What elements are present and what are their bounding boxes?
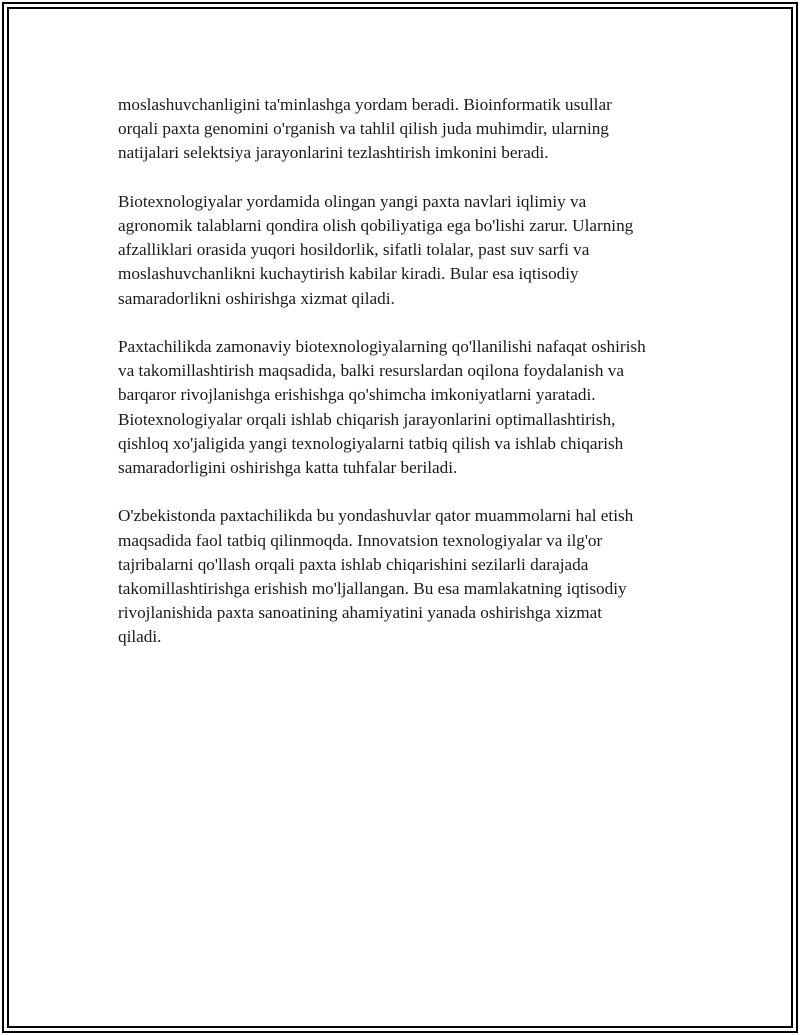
text-line: tajribalarni qo'llash orqali paxta ishlab chiqarishini sezilarli darajada <box>118 554 589 574</box>
text-line: moslashuvchanlikni kuchaytirish kabilar kiradi. Bular esa iqtisodiy <box>118 264 579 284</box>
text-line: qishloq xo'jaligida yangi texnologiyalarni tatbiq qilish va ishlab chiqarish <box>118 433 624 453</box>
text-line: O'zbekistonda paxtachilikda bu yondashuvlar qator muammolarni hal etish <box>118 506 634 526</box>
paragraph-1 <box>118 93 688 166</box>
text-line: takomillashtirishga erishish mo'ljallangan. Bu esa mamlakatning iqtisodiy <box>118 579 627 599</box>
text-line: agronomik talablarni qondira olish qobiliyatiga ega bo'lishi zarur. Ularning <box>118 216 634 235</box>
text-line: rivojlanishida paxta sanoatining ahamiyatini yanada oshirishga xizmat <box>118 603 602 623</box>
text-line: moslashuvchanligini ta'minlashga yordam beradi. Bioinformatik usullar <box>118 95 612 114</box>
document-body <box>118 93 688 674</box>
text-line: samaradorlikni oshirishga xizmat qiladi. <box>118 288 395 308</box>
text-line: va takomillashtirish maqsadida, balki resurslardan oqilona foydalanish va <box>118 361 624 381</box>
text-line: Biotexnologiyalar orqali ishlab chiqarish jarayonlarini optimallashtirish, <box>118 409 616 429</box>
paragraph-2 <box>118 190 688 311</box>
text-line: natijalari selektsiya jarayonlarini tezlashtirish imkonini beradi. <box>118 143 549 163</box>
text-line: Biotexnologiyalar yordamida olingan yangi paxta navlari iqlimiy va <box>118 191 587 211</box>
text-line: samaradorligini oshirishga katta tuhfalar beriladi. <box>118 458 458 478</box>
text-line: afzalliklari orasida yuqori hosildorlik, sifatli tolalar, past suv sarfi va <box>118 240 590 260</box>
paragraph-3 <box>118 335 688 480</box>
text-line: orqali paxta genomini o'rganish va tahlil qilish juda muhimdir, ularning <box>118 119 609 139</box>
text-line: maqsadida faol tatbiq qilinmoqda. Innovatsion texnologiyalar va ilg'or <box>118 530 603 550</box>
text-line: Paxtachilikda zamonaviy biotexnologiyalarning qo'llanilishi nafaqat oshirish <box>118 337 646 356</box>
text-line: barqaror rivojlanishga erishishga qo'shimcha imkoniyatlarni yaratadi. <box>118 385 596 405</box>
text-line: qiladi. <box>118 627 162 647</box>
paragraph-4 <box>118 504 688 649</box>
